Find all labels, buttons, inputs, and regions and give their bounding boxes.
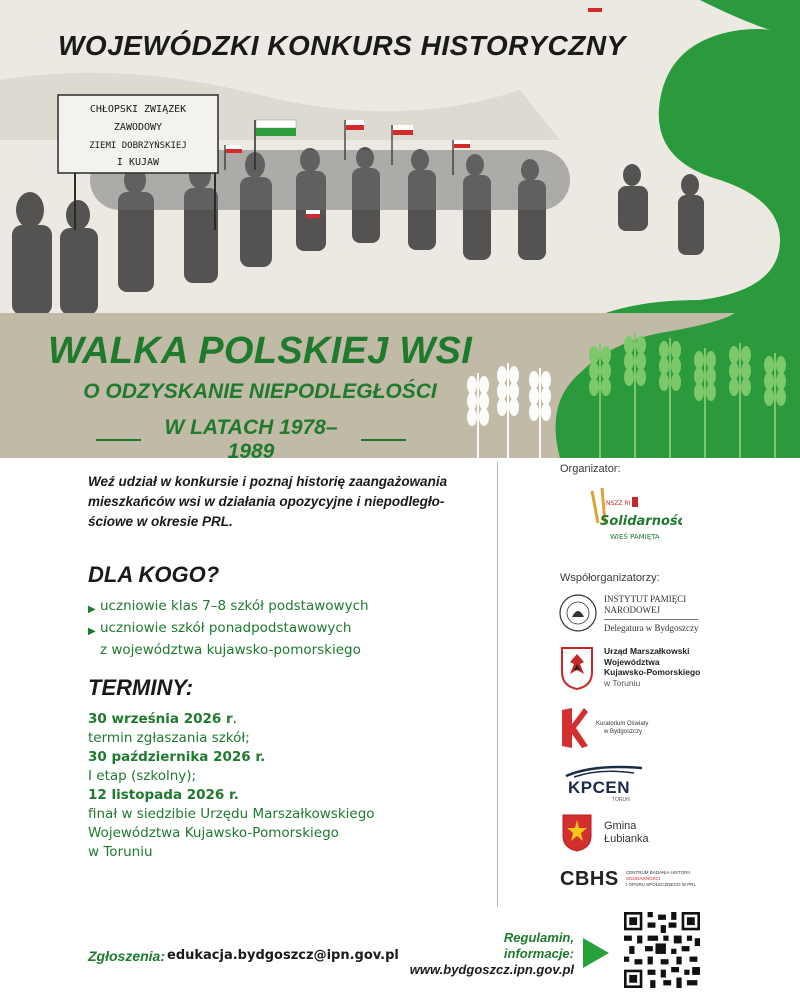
submissions-email[interactable]: edukacja.bydgoszcz@ipn.gov.pl — [167, 948, 399, 963]
coorganizers-label: Współorganizatorzy: — [560, 572, 660, 584]
kpcen-name: KPCEN — [568, 778, 631, 797]
kpcen-sub: TORUŃ — [612, 797, 630, 803]
left-rule — [96, 439, 141, 441]
coat-of-arms-icon — [560, 646, 594, 690]
hero-illustration — [0, 0, 800, 315]
urzad-line-1: Urząd Marszałkowski — [604, 646, 690, 656]
submissions-label: Zgłoszenia: — [88, 948, 166, 964]
subtitle-main: WALKA POLSKIEJ WSI — [47, 330, 473, 372]
schedule-desc-3c: w Toruniu — [88, 844, 153, 860]
ipn-logo — [558, 593, 718, 635]
kuratorium-logo — [560, 706, 700, 750]
schedule-desc-3a: finał w siedzibie Urzędu Marszałkowskiego — [88, 806, 375, 822]
banner-line-3: ZIEMI DOBRZYŃSKIEJ — [89, 141, 187, 151]
right-rule — [361, 439, 406, 441]
audience-list — [88, 597, 488, 660]
list-item — [88, 619, 488, 641]
kuratorium-line-1: Kuratorium Oświaty — [596, 721, 649, 727]
subtitle-years — [96, 416, 406, 464]
audience-item-1: uczniowie klas 7–8 szkół podstawowych — [100, 598, 369, 614]
schedule-desc-1: termin zgłaszania szkół; — [88, 730, 250, 746]
solidarnosc-main: Solidarność — [600, 514, 682, 529]
gmina-shield-icon — [562, 814, 592, 852]
ipn-line-1: INSTYTUT PAMIĘCI — [604, 594, 687, 604]
regulations-info — [410, 930, 574, 978]
ipn-line-2: NARODOWEJ — [604, 605, 660, 615]
page-title: WOJEWÓDZKI KONKURS HISTORYCZNY — [58, 30, 626, 61]
audience-heading: DLA KOGO? — [88, 562, 220, 587]
audience-item-2-cont: z województwa kujawsko-pomorskiego — [100, 642, 361, 658]
kuratorium-k-icon — [560, 706, 590, 750]
solidarnosc-top: NSZZ RI — [606, 500, 631, 507]
urzad-line-3: Kujawsko-Pomorskiego — [604, 667, 701, 677]
cbhs-logo — [560, 868, 700, 894]
regulations-line-1: Regulamin, — [503, 930, 574, 945]
cbhs-line-1: CENTRUM BADANIA HISTORII — [626, 870, 690, 875]
regulations-url[interactable]: www.bydgoszcz.ipn.gov.pl — [409, 962, 574, 977]
organizer-label: Organizator: — [560, 463, 621, 475]
cbhs-line-3: I OPORU SPOŁECZNEGO W PRL — [626, 882, 697, 887]
kuratorium-line-2: w Bydgoszczy — [604, 729, 643, 735]
urzad-line-2: Województwa — [604, 656, 660, 667]
cbhs-line-2: SOLIDARNOŚCI — [626, 876, 661, 881]
schedule-desc-2: I etap (szkolny); — [88, 768, 197, 784]
schedule-date-2: 30 października 2026 r. — [88, 749, 266, 765]
gmina-logo — [562, 814, 682, 854]
gmina-line-2: Łubianka — [604, 833, 649, 845]
urzad-logo — [560, 646, 720, 692]
schedule-desc-3b: Województwa Kujawsko-Pomorskiego — [88, 825, 339, 841]
cbhs-abbr: CBHS — [560, 868, 619, 890]
audience-item-2: uczniowie szkół ponadpodstawowych — [100, 620, 352, 636]
list-item — [88, 597, 488, 619]
urzad-line-4: w Toruniu — [604, 677, 641, 688]
ipn-seal-icon — [558, 593, 598, 633]
subtitle-secondary: O ODZYSKANIE NIEPODLEGŁOŚCI — [83, 380, 437, 403]
schedule-heading: TERMINY: — [88, 675, 194, 700]
play-bullet-icon: ▶ — [88, 626, 96, 637]
regulations-line-2: informacje: — [503, 946, 574, 961]
banner-line-4: I KUJAW — [116, 157, 160, 168]
schedule-date-3: 12 listopada 2026 r. — [88, 787, 239, 803]
schedule-list — [88, 710, 478, 862]
gmina-line-1: Gmina — [604, 820, 637, 832]
column-divider — [497, 462, 498, 907]
solidarnosc-sub: WIEŚ PAMIĘTA — [610, 533, 660, 541]
qr-code-icon[interactable] — [624, 912, 700, 988]
solidarnosc-logo — [572, 483, 682, 553]
kpcen-logo — [560, 764, 660, 804]
play-bullet-icon: ▶ — [88, 604, 96, 615]
subtitle-years-text: W LATACH 1978–1989 — [164, 416, 338, 463]
ipn-line-3: Delegatura w Bydgoszczy — [604, 619, 698, 634]
kpcen-swoosh-icon — [564, 764, 644, 778]
play-arrow-icon — [583, 938, 609, 968]
banner-line-1: CHŁOPSKI ZWIĄZEK — [89, 104, 187, 115]
banner-line-2: ZAWODOWY — [113, 122, 163, 133]
intro-text: Weź udział w konkursie i poznaj historię zaangażowania mieszkańców wsi w działania opozycyjne i niepodległo-ściowe w okresie PRL. — [88, 474, 448, 529]
schedule-date-1: 30 września 2026 r. — [88, 711, 237, 727]
list-item — [88, 641, 488, 660]
